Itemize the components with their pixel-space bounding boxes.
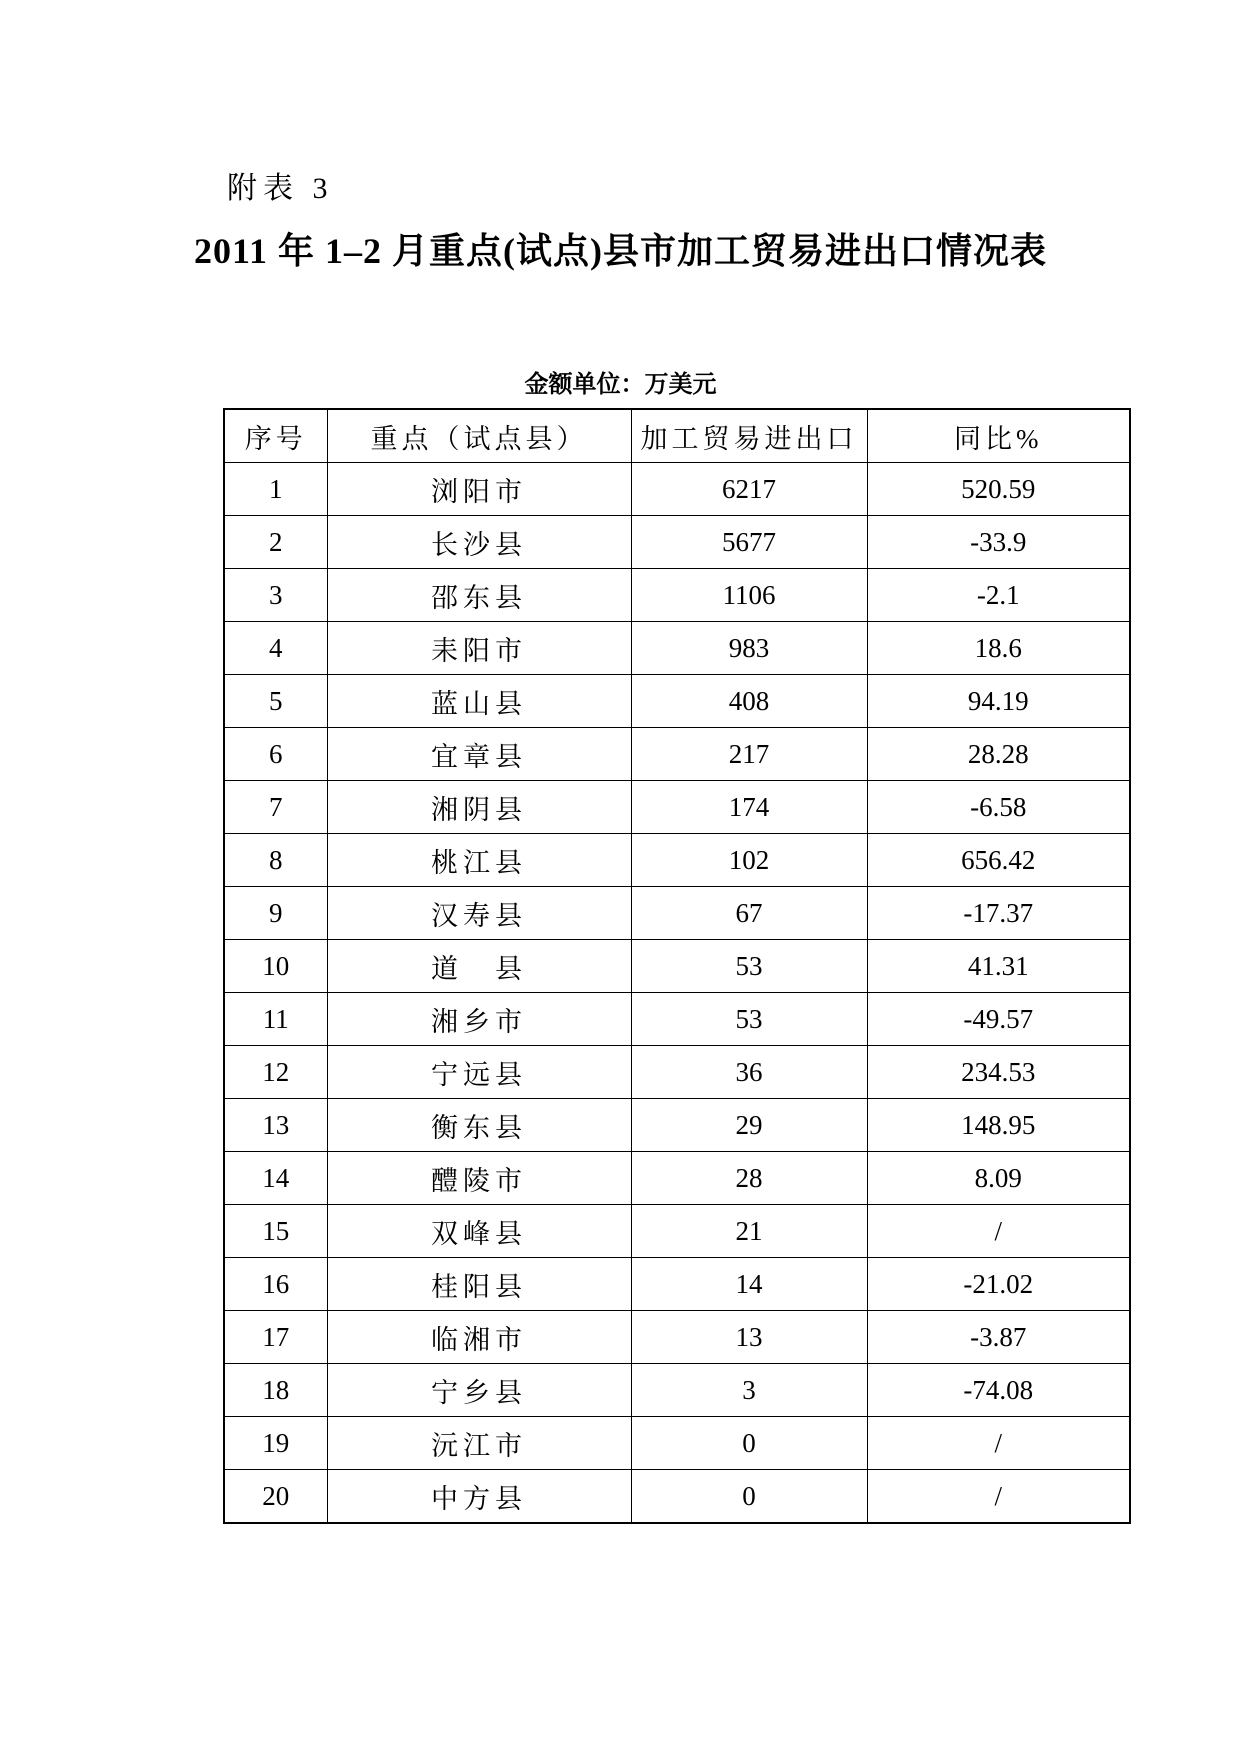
cell-trade-value: 14 [631,1258,867,1311]
cell-county-name: 浏阳市 [327,463,631,516]
table-row [224,1099,1130,1152]
cell-county-name: 桃江县 [327,834,631,887]
cell-county-name: 长沙县 [327,516,631,569]
cell-county-name: 衡东县 [327,1099,631,1152]
cell-yoy-percent: -74.08 [867,1364,1130,1417]
header-value: 加工贸易进出口 [631,409,867,463]
cell-no: 5 [224,675,327,728]
cell-no: 12 [224,1046,327,1099]
cell-no: 8 [224,834,327,887]
trade-table [223,408,1131,1524]
cell-yoy-percent: -33.9 [867,516,1130,569]
appendix-label: 附表 3 [227,172,334,205]
cell-no: 3 [224,569,327,622]
table-row [224,834,1130,887]
table-row [224,516,1130,569]
cell-no: 14 [224,1152,327,1205]
table-row [224,1311,1130,1364]
cell-no: 19 [224,1417,327,1470]
cell-yoy-percent: 28.28 [867,728,1130,781]
cell-trade-value: 174 [631,781,867,834]
table-row [224,728,1130,781]
cell-county-name: 邵东县 [327,569,631,622]
cell-yoy-percent: -2.1 [867,569,1130,622]
cell-trade-value: 102 [631,834,867,887]
cell-trade-value: 13 [631,1311,867,1364]
cell-trade-value: 53 [631,940,867,993]
cell-yoy-percent: 656.42 [867,834,1130,887]
cell-county-name: 宜章县 [327,728,631,781]
cell-yoy-percent: 520.59 [867,463,1130,516]
cell-trade-value: 5677 [631,516,867,569]
header-name: 重点（试点县） [327,409,631,463]
cell-trade-value: 3 [631,1364,867,1417]
cell-county-name: 中方县 [327,1470,631,1524]
cell-yoy-percent: 148.95 [867,1099,1130,1152]
cell-no: 13 [224,1099,327,1152]
cell-no: 15 [224,1205,327,1258]
cell-county-name: 宁乡县 [327,1364,631,1417]
cell-county-name: 湘乡市 [327,993,631,1046]
cell-yoy-percent: / [867,1205,1130,1258]
cell-no: 6 [224,728,327,781]
cell-county-name: 醴陵市 [327,1152,631,1205]
unit-note: 金额单位：万美元 [524,370,717,398]
cell-county-name: 双峰县 [327,1205,631,1258]
cell-yoy-percent: -3.87 [867,1311,1130,1364]
cell-county-name: 桂阳县 [327,1258,631,1311]
cell-no: 10 [224,940,327,993]
table-row [224,1046,1130,1099]
cell-trade-value: 28 [631,1152,867,1205]
table-row [224,463,1130,516]
table-row [224,1364,1130,1417]
table-row [224,1152,1130,1205]
cell-county-name: 蓝山县 [327,675,631,728]
cell-trade-value: 0 [631,1470,867,1524]
cell-yoy-percent: 18.6 [867,622,1130,675]
table-row [224,993,1130,1046]
table-body [224,463,1130,1524]
header-yoy: 同比% [867,409,1130,463]
cell-no: 17 [224,1311,327,1364]
cell-yoy-percent: 234.53 [867,1046,1130,1099]
table-row [224,887,1130,940]
cell-trade-value: 408 [631,675,867,728]
cell-trade-value: 29 [631,1099,867,1152]
table-row [224,1470,1130,1524]
table-row [224,569,1130,622]
cell-trade-value: 53 [631,993,867,1046]
cell-trade-value: 36 [631,1046,867,1099]
cell-yoy-percent: -49.57 [867,993,1130,1046]
table-row [224,781,1130,834]
table-row [224,1205,1130,1258]
cell-county-name: 宁远县 [327,1046,631,1099]
table-row [224,1258,1130,1311]
cell-yoy-percent: -6.58 [867,781,1130,834]
cell-no: 2 [224,516,327,569]
cell-no: 18 [224,1364,327,1417]
cell-county-name: 沅江市 [327,1417,631,1470]
cell-trade-value: 21 [631,1205,867,1258]
cell-yoy-percent: -17.37 [867,887,1130,940]
cell-yoy-percent: / [867,1470,1130,1524]
cell-yoy-percent: -21.02 [867,1258,1130,1311]
cell-yoy-percent: 94.19 [867,675,1130,728]
table-row [224,675,1130,728]
document-title: 2011 年 1–2 月重点(试点)县市加工贸易进出口情况表 [194,231,1047,271]
table-header-row [224,409,1130,463]
cell-trade-value: 0 [631,1417,867,1470]
table-row [224,622,1130,675]
cell-trade-value: 983 [631,622,867,675]
cell-county-name: 道 县 [327,940,631,993]
table-row [224,1417,1130,1470]
cell-yoy-percent: / [867,1417,1130,1470]
cell-county-name: 临湘市 [327,1311,631,1364]
cell-no: 20 [224,1470,327,1524]
cell-no: 1 [224,463,327,516]
cell-no: 4 [224,622,327,675]
cell-trade-value: 1106 [631,569,867,622]
cell-no: 7 [224,781,327,834]
cell-no: 11 [224,993,327,1046]
cell-yoy-percent: 41.31 [867,940,1130,993]
cell-trade-value: 217 [631,728,867,781]
cell-yoy-percent: 8.09 [867,1152,1130,1205]
cell-no: 16 [224,1258,327,1311]
cell-county-name: 耒阳市 [327,622,631,675]
table-row [224,940,1130,993]
cell-trade-value: 6217 [631,463,867,516]
header-no: 序号 [224,409,327,463]
cell-trade-value: 67 [631,887,867,940]
cell-no: 9 [224,887,327,940]
cell-county-name: 湘阴县 [327,781,631,834]
cell-county-name: 汉寿县 [327,887,631,940]
